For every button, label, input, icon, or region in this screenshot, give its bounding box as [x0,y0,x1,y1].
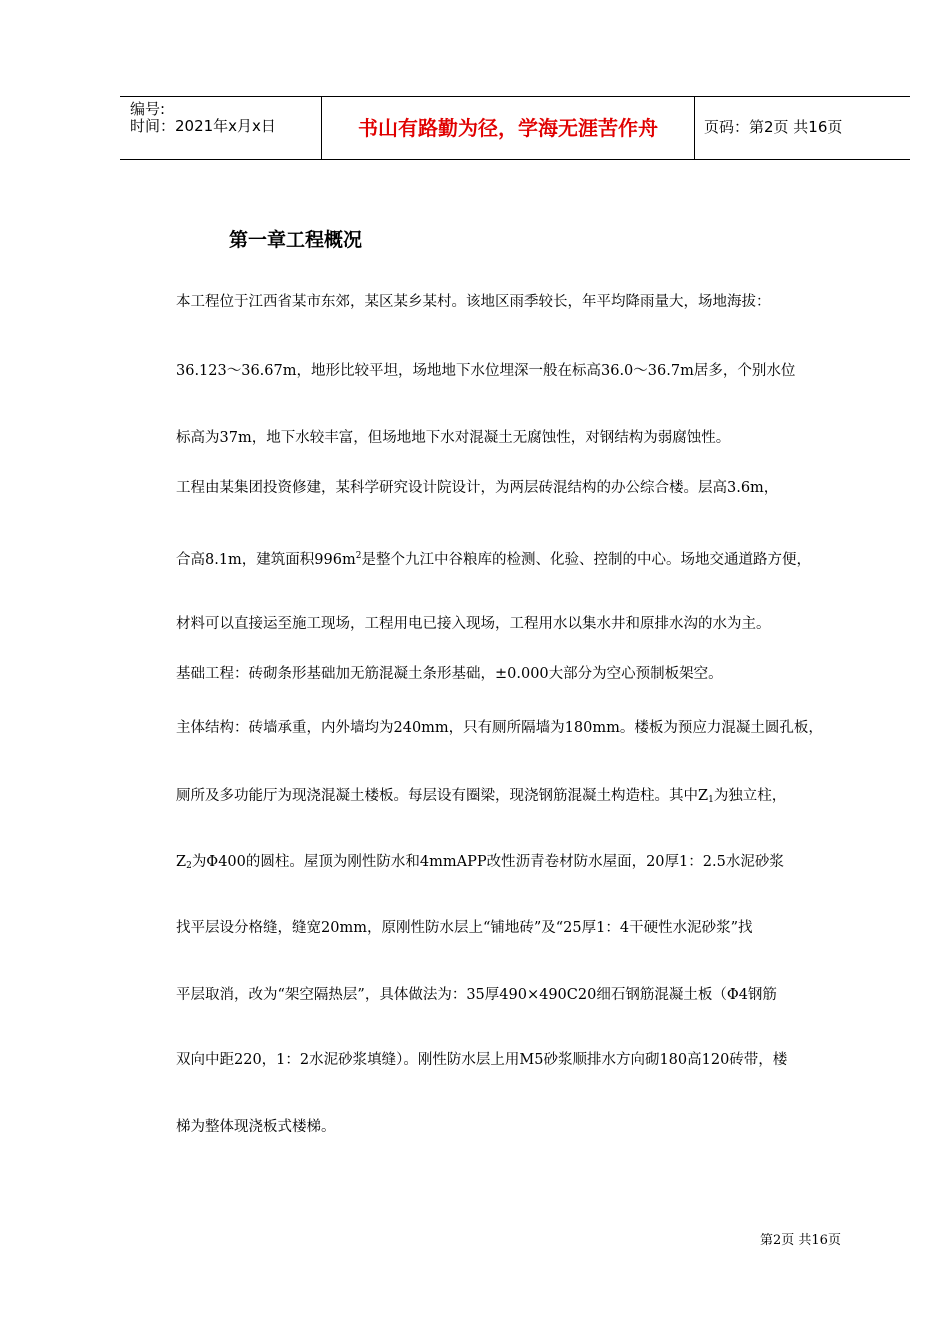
text-run: 厕所及多功能厅为现浇混凝土楼板。每层设有圈梁，现浇钢筋混凝土构造柱。其中Z [176,788,709,804]
text-run: 为独立柱， [713,788,787,804]
paragraph-line: 标高为37m，地下水较丰富，但场地地下水对混凝土无腐蚀性，对钢结构为弱腐蚀性。 [176,430,731,446]
subscript: 2 [186,861,192,871]
paragraph-line [176,852,784,876]
paragraph-line: 工程由某集团投资修建，某科学研究设计院设计，为两层砖混结构的办公综合楼。层高3.6m， [176,480,779,496]
header-motto-cell [321,97,695,159]
paragraph-line: 基础工程：砖砌条形基础加无筋混凝土条形基础，±0.000大部分为空心预制板架空。 [176,666,723,682]
chapter-title: 第一章工程概况 [229,229,363,251]
header-motto: 书山有路勤为径，学海无涯苦作舟 [358,116,658,140]
superscript: 2 [355,551,362,561]
header-meta-cell [120,97,320,159]
text-run: 是整个九江中谷粮库的检测、化验、控制的中心。场地交通道路方便， [361,552,811,568]
paragraph-line: 找平层设分格缝，缝宽20mm，原刚性防水层上“铺地砖”及“25厚1：4干硬性水泥砂浆”找 [176,920,753,936]
page-footer-number: 第2页 共16页 [760,1233,841,1248]
paragraph-line [176,786,786,810]
paragraph-line: 平层取消，改为“架空隔热层”，具体做法为：35厚490×490C20细石钢筋混凝土板（Φ4钢筋 [176,987,777,1003]
subscript: 1 [708,795,714,805]
paragraph-line: 材料可以直接运至施工现场，工程用电已接入现场，工程用水以集水井和原排水沟的水为主。 [176,616,771,632]
paragraph-line: 梯为整体现浇板式楼梯。 [176,1119,336,1135]
paragraph-line: 36.123～36.67m，地形比较平坦，场地地下水位埋深一般在标高36.0～36.7m居多，个别水位 [176,363,796,379]
text-run: Z [176,854,187,870]
header-page-cell [695,97,910,159]
document-number-label: 编号: [130,100,166,118]
page-header [120,96,910,160]
paragraph-line [176,546,811,570]
paragraph-line: 主体结构：砖墙承重，内外墙均为240mm，只有厕所隔墙为180mm。楼板为预应力混凝土圆孔板， [176,720,823,736]
paragraph-line: 本工程位于江西省某市东郊，某区某乡某村。该地区雨季较长，年平均降雨量大，场地海拔： [176,294,771,310]
text-run: 合高8.1m，建筑面积996m [176,552,356,568]
text-run: 为Φ400的圆柱。屋顶为刚性防水和4mmAPP改性沥青卷材防水屋面，20厚1：2.5水泥砂浆 [191,854,784,870]
paragraph-line: 双向中距220，1：2水泥砂浆填缝）。刚性防水层上用M5砂浆顺排水方向砌180高120砖带，楼 [176,1052,788,1068]
header-page-number: 页码：第2页 共16页 [704,118,843,136]
document-time-label: 时间：2021年x月x日 [130,117,276,135]
